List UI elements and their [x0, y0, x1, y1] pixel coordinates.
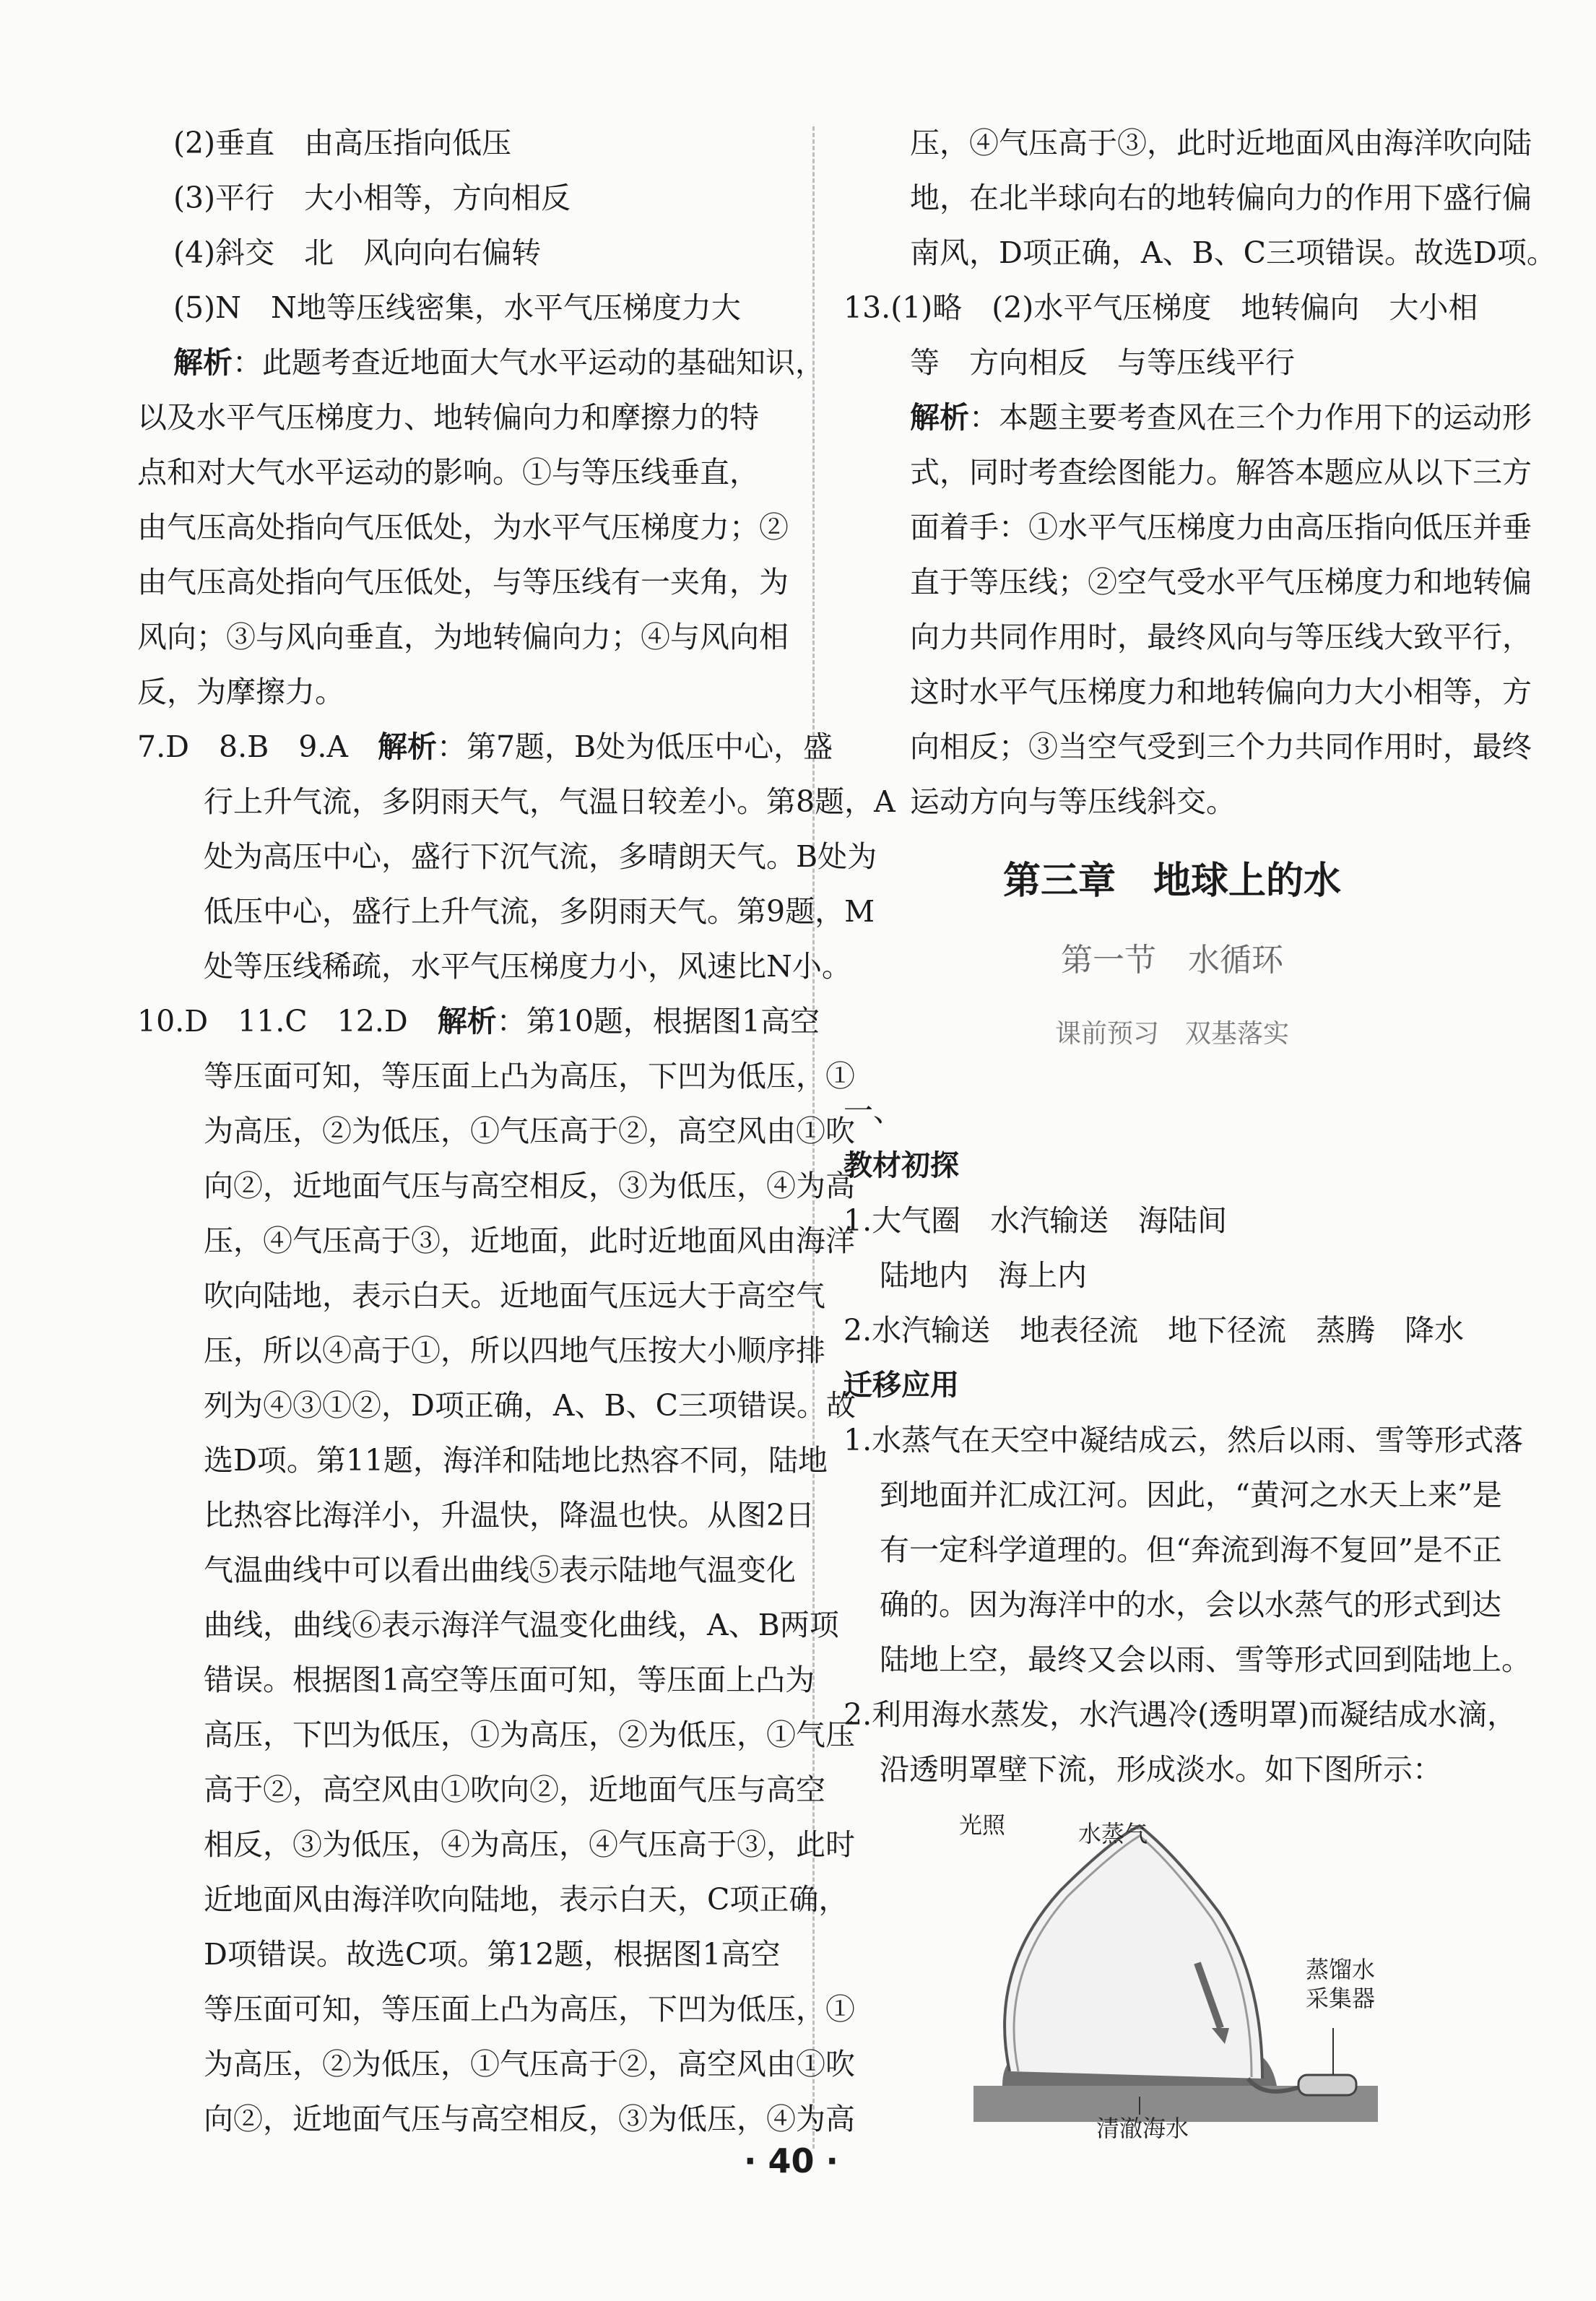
part-mark: 一、 — [843, 1093, 903, 1128]
label-sunlight: 光照 — [959, 1811, 1006, 1839]
analysis-line: 为高压，②为低压，①气压高于②，高空风由①吹 — [204, 2047, 855, 2081]
analysis-label: 解析 — [173, 345, 233, 380]
answer-line: 1.水蒸气在天空中凝结成云，然后以雨、雪等形式落 — [843, 1423, 1524, 1457]
analysis-line: 错误。根据图1高空等压面可知，等压面上凸为 — [204, 1663, 815, 1697]
analysis-label: 解析 — [377, 729, 437, 764]
analysis-line: 等压面可知，等压面上凸为高压，下凹为低压，① — [204, 1992, 855, 2027]
analysis-line: 压，④气压高于③，此时近地面风由海洋吹向陆 — [910, 126, 1532, 160]
analysis-line: 由气压高处指向气压低处，与等压线有一夹角，为 — [137, 565, 789, 599]
analysis-line: 比热容比海洋小，升温快，降温也快。从图2日 — [204, 1498, 815, 1533]
answer-line: (5)N N地等压线密集，水平气压梯度力大 — [173, 290, 741, 325]
analysis-line: 地，在北半球向右的地转偏向力的作用下盛行偏 — [910, 181, 1532, 215]
answer-line: 1.大气圈 水汽输送 海陆间 — [843, 1203, 1228, 1238]
analysis-line: 压，④气压高于③，近地面，此时近地面风由海洋 — [204, 1223, 855, 1258]
analysis-line: D项错误。故选C项。第12题，根据图1高空 — [204, 1937, 781, 1972]
analysis-line: 解析：此题考查近地面大气水平运动的基础知识， — [173, 345, 825, 380]
answer-line: 2.利用海水蒸发，水汽遇冷(透明罩)而凝结成水滴， — [843, 1697, 1517, 1732]
answer-line: 有一定科学道理的。但“奔流到海不复回”是不正 — [880, 1533, 1502, 1567]
answer-7-9-line: 7.D 8.B 9.A 解析：第7题，B处为低压中心，盛 — [137, 729, 833, 764]
section-title: 第一节 水循环 — [1061, 942, 1283, 979]
label-clear-seawater: 清澈海水 — [1096, 2115, 1189, 2142]
page-number: · 40 · — [744, 2141, 838, 2180]
analysis-line: 这时水平气压梯度力和地转偏向力大小相等，方 — [910, 675, 1532, 709]
analysis-line: 吹向陆地，表示白天。近地面气压远大于高空气 — [204, 1278, 825, 1313]
heading-textbook-explore: 教材初探 — [843, 1149, 959, 1182]
answer-line: 陆地上空，最终又会以雨、雪等形式回到陆地上。 — [880, 1642, 1531, 1677]
analysis-line: 向②，近地面气压与高空相反，③为低压，④为高 — [204, 1169, 855, 1203]
analysis-line: 压，所以④高于①，所以四地气压按大小顺序排 — [204, 1333, 825, 1368]
answer-line: 确的。因为海洋中的水，会以水蒸气的形式到达 — [880, 1587, 1501, 1622]
answer-line: 到地面并汇成江河。因此，“黄河之水天上来”是 — [880, 1478, 1502, 1512]
label-distilled-water: 蒸馏水 — [1306, 1956, 1376, 1983]
answer-13-line: 13.(1)略 (2)水平气压梯度 地转偏向 大小相 — [843, 290, 1478, 325]
solar-still-figure — [959, 1811, 1421, 2144]
analysis-line: 相反，③为低压，④为高压，④气压高于③，此时 — [204, 1827, 855, 1862]
analysis-line: 等压面可知，等压面上凸为高压，下凹为低压，① — [204, 1059, 855, 1093]
right-column — [843, 116, 1556, 2144]
analysis-label: 解析 — [437, 1004, 497, 1039]
analysis-line: 直于等压线；②空气受水平气压梯度力和地转偏 — [910, 565, 1532, 599]
answer-10-12-line: 10.D 11.C 12.D 解析：第10题，根据图1高空 — [137, 1004, 820, 1039]
analysis-line: 处为高压中心，盛行下沉气流，多晴朗天气。B处为 — [204, 839, 877, 874]
analysis-line: 高压，下凹为低压，①为高压，②为低压，①气压 — [204, 1717, 855, 1752]
analysis-line: 向力共同作用时，最终风向与等压线大致平行， — [910, 620, 1532, 654]
analysis-line: 式，同时考查绘图能力。解答本题应从以下三方 — [910, 455, 1532, 490]
analysis-label: 解析 — [910, 400, 969, 435]
analysis-line: 面着手：①水平气压梯度力由高压指向低压并垂 — [910, 510, 1532, 545]
subsection-title: 课前预习 双基落实 — [1054, 1019, 1289, 1049]
analysis-line: 气温曲线中可以看出曲线⑤表示陆地气温变化 — [204, 1553, 796, 1587]
analysis-line: 向相反；③当空气受到三个力共同作用时，最终 — [910, 729, 1532, 764]
answer-line: (3)平行 大小相等，方向相反 — [173, 181, 571, 215]
analysis-line: 高于②，高空风由①吹向②，近地面气压与高空 — [204, 1772, 825, 1807]
collector-bottle — [1298, 2075, 1356, 2095]
answer-line: (2)垂直 由高压指向低压 — [173, 126, 512, 160]
left-column — [137, 116, 895, 2146]
answer-line: (4)斜交 北 风向向右偏转 — [173, 235, 542, 270]
label-water-vapor: 水蒸气 — [1078, 1820, 1148, 1847]
analysis-line: 由气压高处指向气压低处，为水平气压梯度力；② — [137, 510, 789, 545]
analysis-line: 处等压线稀疏，水平气压梯度力小，风速比N小。 — [204, 949, 851, 984]
label-collector: 采集器 — [1306, 1985, 1376, 2012]
analysis-line: 为高压，②为低压，①气压高于②，高空风由①吹 — [204, 1114, 855, 1148]
analysis-line: 点和对大气水平运动的影响。①与等压线垂直， — [137, 455, 759, 490]
analysis-line: 曲线，曲线⑥表示海洋气温变化曲线，A、B两项 — [204, 1608, 839, 1642]
answer-line: 2.水汽输送 地表径流 地下径流 蒸腾 降水 — [843, 1313, 1465, 1348]
analysis-line: 反，为摩擦力。 — [137, 675, 344, 709]
answer-line: 等 方向相反 与等压线平行 — [910, 345, 1295, 380]
answer-line: 陆地内 海上内 — [880, 1258, 1087, 1293]
analysis-line: 以及水平气压梯度力、地转偏向力和摩擦力的特 — [137, 400, 759, 435]
analysis-line: 解析：本题主要考查风在三个力作用下的运动形 — [910, 400, 1532, 435]
analysis-line: 近地面风由海洋吹向陆地，表示白天，C项正确， — [204, 1882, 849, 1917]
heading-transfer-apply: 迁移应用 — [843, 1369, 959, 1402]
analysis-line: 向②，近地面气压与高空相反，③为低压，④为高 — [204, 2102, 855, 2136]
analysis-line: 列为④③①②，D项正确，A、B、C三项错误。故 — [204, 1388, 856, 1423]
answer-line: 沿透明罩壁下流，形成淡水。如下图所示： — [880, 1752, 1442, 1787]
chapter-title: 第三章 地球上的水 — [1002, 859, 1341, 903]
analysis-line: 选D项。第11题，海洋和陆地比热容不同，陆地 — [204, 1443, 828, 1478]
analysis-line: 南风，D项正确，A、B、C三项错误。故选D项。 — [910, 235, 1556, 270]
analysis-line: 行上升气流，多阴雨天气，气温日较差小。第8题，A — [204, 784, 895, 819]
analysis-line: 运动方向与等压线斜交。 — [910, 784, 1236, 819]
analysis-line: 风向；③与风向垂直，为地转偏向力；④与风向相 — [137, 620, 789, 654]
analysis-line: 低压中心，盛行上升气流，多阴雨天气。第9题，M — [204, 894, 875, 929]
